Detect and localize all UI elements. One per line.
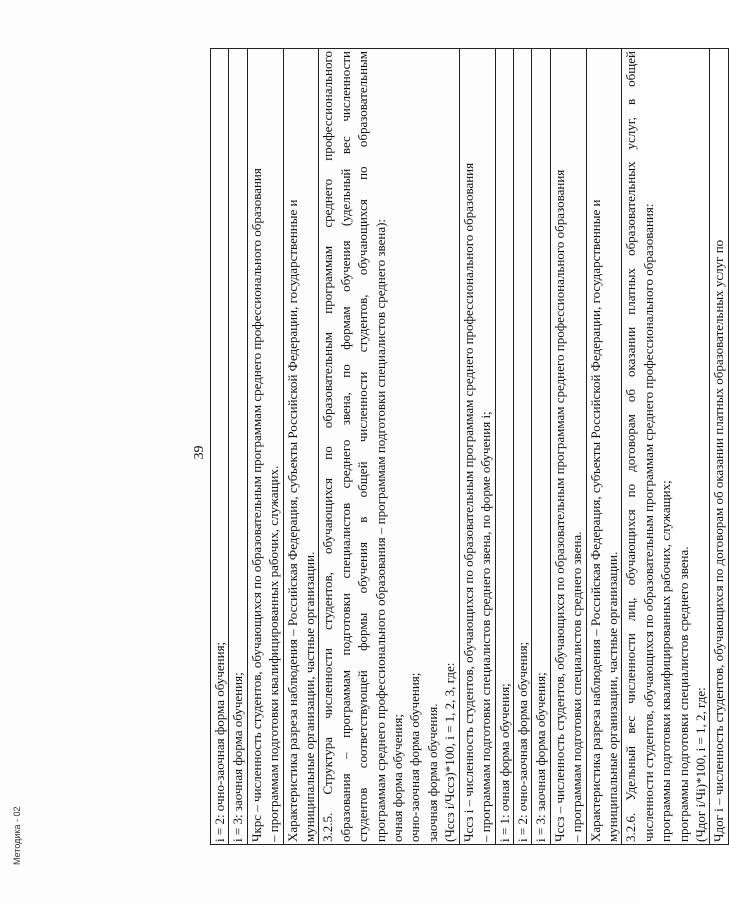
table-row — [513, 49, 531, 844]
table-row — [621, 49, 709, 844]
row-text-line: Чдог i – численность студентов, обучающихся по договорам об оказании платных образовательных услуг по — [711, 239, 727, 842]
row-text-line: программы подготовки специалистов среднего звена. — [675, 546, 691, 842]
row-text-line: Характеристика разреза наблюдения – Российская Федерация, субъекты Российской Федерации, государственные и — [284, 199, 300, 842]
row-text-line: – программам подготовки специалистов среднего звена, по форме обучения i; — [478, 411, 494, 842]
table-row — [709, 49, 728, 844]
row-text-line: – программам подготовки специалистов среднего звена. — [569, 531, 585, 842]
row-text-line: i = 2: очно-заочная форма обучения; — [514, 641, 530, 842]
row-text-line: i = 1: очная форма обучения; — [496, 683, 512, 842]
row-text-line: заочная форма обучения. — [424, 703, 440, 842]
row-text-line: программы подготовки квалифицированных рабочих, служащих; — [658, 480, 674, 842]
page-number: 39 — [192, 445, 207, 460]
footer-mark: Методика - 02 — [12, 806, 22, 865]
row-text-line: Характеристика разреза наблюдения – Российская Федерация, субъекты Российской Федерации, государственные и — [587, 199, 603, 842]
row-text-line: i = 2: очно-заочная форма обучения; — [212, 641, 227, 842]
row-text-line: i = 3: заочная форма обучения; — [533, 672, 549, 842]
row-text-line: Чссз i – численность студентов, обучающихся по образовательным программам среднего профессионального образования — [460, 162, 476, 842]
row-text-line: численности студентов, обучающихся по образовательным программам среднего профессионального образования: — [640, 203, 656, 842]
row-text-line: 3.2.6. Удельный вес численности лиц, обучающихся по договорам об оказании платных образовательных услуг, в общей — [623, 51, 639, 842]
row-text-line: (Чсcз i/Чссз)*100, i = 1, 2, 3, где: — [442, 662, 458, 842]
row-text-line: очно-заочная форма обучения; — [407, 672, 423, 842]
table-row — [283, 49, 319, 844]
row-text-line: программам среднего профессионального образования – программам подготовки специалистов среднего звена): — [372, 218, 388, 842]
table-row — [459, 49, 495, 844]
table-row — [531, 49, 549, 844]
row-text-line: студентов соответствующей формы обучения в общей численности студентов, обучающихся по образовательным — [355, 51, 371, 842]
table-row — [495, 49, 513, 844]
row-text-line: (Чдог i/Чi)*100, i = 1, 2, где: — [692, 687, 708, 842]
table-row — [318, 49, 458, 844]
table-row — [586, 49, 622, 844]
row-text-line: – программам подготовки квалифицированных рабочих, служащих. — [266, 465, 282, 842]
row-text-line: муниципальные организации, частные организации. — [604, 551, 620, 842]
row-text-line: Чкрс – численность студентов, обучающихся по образовательным программам среднего профессионального образования — [248, 168, 264, 842]
table-row — [550, 49, 586, 844]
row-text-line: i = 3: заочная форма обучения; — [230, 672, 246, 842]
row-text-line: Чссз – численность студентов, обучающихся по образовательным программам среднего профессионального образования — [551, 169, 567, 842]
table-row — [247, 49, 283, 844]
table-row — [228, 49, 246, 844]
methodology-table — [210, 48, 729, 845]
row-text-line: 3.2.5. Структура численности студентов, обучающихся по образовательным программам среднего профессионального — [320, 51, 336, 842]
row-text-line: образования – программам подготовки специалистов среднего звена, по формам обучения (удельный вес численности — [337, 51, 353, 842]
row-text-line: муниципальные организации, частные организации. — [302, 551, 318, 842]
table-row — [210, 49, 228, 844]
row-text-line: очная форма обучения; — [390, 714, 406, 842]
